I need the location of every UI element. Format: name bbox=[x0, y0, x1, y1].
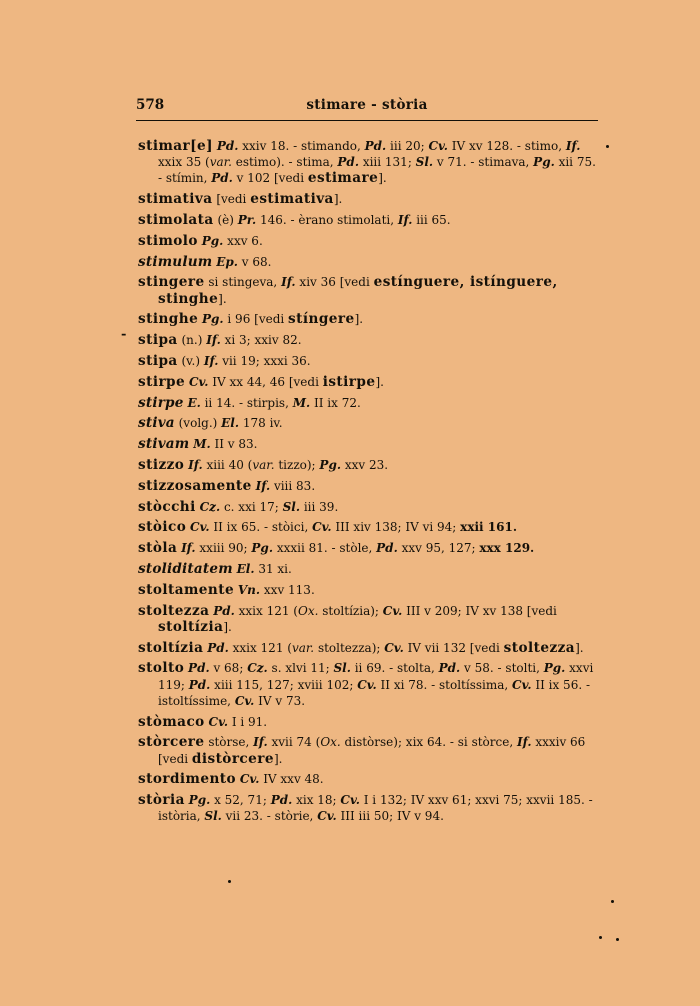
entry-text: xxv 6. bbox=[223, 233, 263, 248]
work-reference: Ep. bbox=[216, 254, 238, 269]
entry-text: xii 75. - stímin, bbox=[158, 155, 596, 186]
cross-reference: istirpe bbox=[322, 373, 376, 390]
entry-headword: stimulum bbox=[138, 253, 213, 270]
work-reference: Cv. bbox=[384, 640, 404, 655]
work-reference: Cv. bbox=[428, 139, 448, 153]
entry-text: ]. bbox=[575, 640, 584, 655]
dictionary-entry bbox=[138, 374, 600, 390]
entry-text: si stingeva, bbox=[204, 275, 282, 290]
dictionary-entry bbox=[138, 254, 600, 270]
entry-text: (n.) bbox=[177, 333, 207, 348]
entry-text: xiii 115, 127; xviii 102; bbox=[210, 677, 358, 692]
entry-headword: stimolata bbox=[138, 212, 214, 228]
entry-text: v 58. - stolti, bbox=[460, 661, 544, 676]
work-reference: El. bbox=[236, 561, 255, 576]
work-reference: Pd. bbox=[188, 661, 210, 676]
dictionary-entry bbox=[138, 714, 600, 730]
entry-text: var. bbox=[209, 155, 232, 170]
entry-text: I i 132; IV xxv 61; xxvi 75; xxvii 185. - istòria, bbox=[158, 793, 593, 824]
work-reference: Pd. bbox=[188, 677, 211, 692]
entry-text: xvii 74 ( bbox=[267, 735, 321, 750]
cross-reference: estínguere, istínguere, stinghe bbox=[158, 274, 558, 307]
entry-text: var. bbox=[252, 457, 275, 472]
entry-text: xxix 121 ( bbox=[234, 603, 298, 618]
entry-text: ]. bbox=[273, 751, 283, 766]
dictionary-entry bbox=[138, 395, 600, 411]
entry-text: III v 209; IV xv 138 [vedi bbox=[402, 603, 557, 618]
dictionary-entry bbox=[138, 353, 600, 369]
dictionary-entry bbox=[138, 332, 600, 348]
work-reference: Cv. bbox=[190, 520, 210, 535]
dictionary-entry bbox=[138, 561, 600, 577]
work-reference: Cv. bbox=[208, 714, 229, 729]
entry-text: ]. bbox=[375, 374, 384, 389]
entry-text: xxvi 119; bbox=[158, 661, 594, 692]
dictionary-entry bbox=[138, 603, 600, 635]
entry-text: stòrse, bbox=[204, 735, 254, 750]
page-header bbox=[136, 97, 598, 117]
dictionary-entry bbox=[138, 734, 600, 766]
work-reference: Pd. bbox=[213, 603, 235, 618]
dictionary-entry bbox=[138, 457, 600, 473]
work-reference: El. bbox=[221, 416, 240, 431]
entry-headword: stingere bbox=[138, 274, 205, 291]
work-reference: M. bbox=[193, 437, 211, 452]
work-reference: Cz. bbox=[199, 499, 221, 514]
work-reference: Pg. bbox=[319, 457, 342, 472]
cross-reference: stoltezza bbox=[503, 639, 576, 656]
work-reference: Cv. bbox=[188, 374, 209, 389]
work-reference: Pd. bbox=[364, 139, 387, 153]
cross-reference: distòrcere bbox=[191, 750, 274, 767]
entry-text: 146. - èrano stimolati, bbox=[256, 213, 398, 227]
work-reference: Pg. bbox=[251, 541, 273, 556]
work-reference: Pg. bbox=[533, 155, 555, 170]
entry-text: xxxii 81. - stòle, bbox=[273, 541, 377, 556]
work-reference: If. bbox=[203, 353, 219, 368]
entry-text: ]. bbox=[378, 171, 387, 186]
entry-text: iii 20; bbox=[386, 139, 429, 153]
dictionary-entry bbox=[138, 519, 600, 535]
dictionary-entry bbox=[138, 191, 600, 207]
entry-text: xxxiv 66 [vedi bbox=[158, 735, 586, 766]
entry-headword: stòico bbox=[138, 519, 187, 536]
work-reference: If. bbox=[255, 478, 271, 493]
entry-text: II ix 65. - stòici, bbox=[209, 520, 313, 535]
print-speck bbox=[228, 880, 231, 883]
work-reference: If. bbox=[281, 275, 296, 290]
entry-headword: stizzosamente bbox=[138, 477, 252, 494]
work-reference: Pd. bbox=[337, 155, 359, 170]
work-reference: If. bbox=[181, 541, 196, 556]
work-reference: Cv. bbox=[234, 693, 255, 708]
work-reference: Cv. bbox=[312, 520, 332, 535]
entry-text: I i 91. bbox=[228, 714, 268, 729]
entry-text: xxix 121 ( bbox=[228, 640, 292, 655]
entry-text: 31 xi. bbox=[254, 561, 292, 576]
entry-text: 178 iv. bbox=[239, 416, 283, 431]
header-rule bbox=[136, 120, 598, 121]
work-reference: Cv. bbox=[239, 772, 260, 787]
entry-headword: stirpe bbox=[138, 373, 186, 390]
entry-text: Ox. bbox=[297, 603, 319, 618]
entry-text: iii 39. bbox=[300, 499, 339, 514]
work-reference: If. bbox=[565, 139, 581, 153]
entry-text: IV vii 132 [vedi bbox=[403, 640, 504, 655]
entry-text: xxiii 90; bbox=[195, 541, 252, 556]
work-reference: If. bbox=[253, 735, 268, 750]
entry-text: III xiv 138; IV vi 94; bbox=[331, 520, 461, 535]
work-reference: Pr. bbox=[237, 213, 257, 227]
dictionary-entry bbox=[138, 233, 600, 249]
cross-reference: stoltízia bbox=[158, 618, 224, 635]
work-reference: Pd. bbox=[270, 793, 293, 808]
dictionary-entry bbox=[138, 311, 600, 327]
entry-text: var. bbox=[291, 640, 315, 655]
work-reference: If. bbox=[397, 213, 413, 227]
entry-text: xxii 161. bbox=[460, 520, 518, 535]
entry-text: ii 69. - stolta, bbox=[350, 661, 439, 676]
dictionary-entry bbox=[138, 582, 600, 598]
entry-headword: stizzo bbox=[138, 456, 185, 473]
entry-headword: stivam bbox=[138, 436, 190, 453]
print-speck bbox=[611, 900, 614, 903]
dictionary-entry bbox=[138, 212, 600, 228]
work-reference: E. bbox=[187, 395, 201, 410]
entry-text: stoltízia); bbox=[318, 603, 383, 618]
entry-text: (volg.) bbox=[174, 416, 222, 431]
running-head: stimare - stòria bbox=[306, 97, 428, 113]
entry-headword: stimar[e] bbox=[138, 138, 214, 154]
entry-text: II v 83. bbox=[210, 437, 258, 452]
entry-text: c. xxi 17; bbox=[220, 499, 283, 514]
print-speck bbox=[616, 938, 619, 941]
print-speck bbox=[606, 145, 609, 148]
work-reference: Pg. bbox=[202, 312, 224, 327]
entry-headword: stimolo bbox=[138, 232, 198, 249]
cross-reference: estimare bbox=[307, 170, 379, 187]
entry-text: v 68; bbox=[209, 661, 248, 676]
entry-text: IV xv 128. - stimo, bbox=[447, 139, 566, 153]
entry-text: xxv 95, 127; bbox=[397, 541, 480, 556]
entry-headword: stoliditatem bbox=[138, 560, 233, 577]
entry-text: s. xlvi 11; bbox=[267, 661, 334, 676]
entry-text: ]. bbox=[218, 291, 227, 306]
entry-text: (è) bbox=[213, 213, 238, 227]
entry-text: xxiv 18. - stimando, bbox=[238, 139, 365, 153]
entry-text: v 68. bbox=[237, 254, 272, 269]
work-reference: If. bbox=[516, 735, 532, 750]
entry-text: xxix 35 ( bbox=[158, 155, 210, 170]
entry-headword: stòria bbox=[138, 792, 185, 809]
work-reference: Cv. bbox=[340, 793, 360, 808]
work-reference: If. bbox=[206, 333, 221, 348]
cross-reference: stíngere bbox=[288, 311, 355, 328]
work-reference: M. bbox=[292, 395, 311, 410]
entry-text: IV xxv 48. bbox=[259, 772, 324, 787]
entry-list bbox=[138, 138, 600, 829]
entry-headword: stolto bbox=[138, 660, 185, 677]
entry-headword: stinghe bbox=[138, 311, 199, 328]
dictionary-entry bbox=[138, 640, 600, 656]
work-reference: Vn. bbox=[237, 582, 261, 597]
entry-text: [vedi bbox=[212, 192, 251, 207]
work-reference: Cv. bbox=[512, 677, 532, 692]
entry-text: ii 14. - stirpis, bbox=[200, 395, 293, 410]
entry-text: xiii 40 ( bbox=[202, 457, 253, 472]
entry-headword: stòla bbox=[138, 540, 178, 557]
entry-text: xix 18; bbox=[292, 793, 341, 808]
entry-text: ]. bbox=[333, 192, 343, 207]
work-reference: Sl. bbox=[204, 809, 222, 824]
entry-text: xxv 23. bbox=[341, 457, 389, 472]
entry-text: xi 3; xxiv 82. bbox=[220, 333, 302, 348]
entry-text: estimo). - stima, bbox=[231, 155, 338, 170]
entry-text: II ix 56. - istoltíssime, bbox=[158, 677, 591, 708]
work-reference: Sl. bbox=[282, 499, 301, 514]
entry-text: xxx 129. bbox=[479, 541, 535, 556]
entry-headword: stoltezza bbox=[138, 602, 210, 619]
work-reference: Pd. bbox=[438, 661, 461, 676]
work-reference: Pg. bbox=[188, 793, 211, 808]
entry-text: viii 83. bbox=[270, 478, 316, 493]
entry-text: vii 19; xxxi 36. bbox=[218, 353, 311, 368]
entry-text: ]. bbox=[223, 619, 232, 634]
print-speck bbox=[599, 936, 602, 939]
margin-mark: ‐ bbox=[121, 327, 127, 342]
entry-headword: stiva bbox=[138, 415, 175, 432]
entry-headword: stòmaco bbox=[138, 713, 205, 730]
work-reference: Pd. bbox=[376, 541, 398, 556]
entry-text: tizzo); bbox=[274, 457, 320, 472]
entry-text: xxv 113. bbox=[260, 582, 315, 597]
entry-text: IV xx 44, 46 [vedi bbox=[208, 374, 323, 389]
work-reference: Sl. bbox=[333, 661, 351, 676]
entry-text: vii 23. - stòrie, bbox=[221, 809, 318, 824]
entry-text: distòrse); xix 64. - si stòrce, bbox=[340, 735, 517, 750]
dictionary-entry bbox=[138, 478, 600, 494]
dictionary-entry bbox=[138, 499, 600, 515]
entry-headword: stipa bbox=[138, 352, 178, 369]
work-reference: Cz. bbox=[247, 661, 268, 676]
work-reference: Pd. bbox=[211, 171, 233, 186]
entry-text: Ox. bbox=[320, 735, 341, 750]
entry-text: IV v 73. bbox=[254, 693, 306, 708]
entry-text: ]. bbox=[354, 312, 364, 327]
entry-headword: stoltízia bbox=[138, 639, 204, 656]
entry-text: iii 65. bbox=[412, 213, 451, 227]
entry-text: v 102 [vedi bbox=[232, 171, 308, 186]
entry-text: II ix 72. bbox=[310, 395, 361, 410]
cross-reference: estimativa bbox=[250, 191, 334, 208]
entry-headword: stimativa bbox=[138, 191, 213, 208]
dictionary-entry bbox=[138, 540, 600, 556]
work-reference: Cv. bbox=[382, 603, 403, 618]
entry-headword: stipa bbox=[138, 332, 178, 349]
dictionary-entry bbox=[138, 436, 600, 452]
entry-text: v 71. - stimava, bbox=[433, 155, 534, 170]
page-number: 578 bbox=[136, 97, 165, 113]
entry-text: II xi 78. - stoltíssima, bbox=[376, 677, 513, 692]
entry-headword: stordimento bbox=[138, 771, 237, 788]
dictionary-entry bbox=[138, 792, 600, 824]
entry-text: i 96 [vedi bbox=[223, 312, 289, 327]
entry-headword: stirpe bbox=[138, 394, 184, 411]
work-reference: Pg. bbox=[201, 233, 224, 248]
work-reference: If. bbox=[188, 457, 203, 472]
work-reference: Pd. bbox=[207, 640, 229, 655]
dictionary-entry bbox=[138, 415, 600, 431]
work-reference: Cv. bbox=[317, 809, 337, 824]
work-reference: Cv. bbox=[357, 677, 377, 692]
dictionary-entry bbox=[138, 771, 600, 787]
work-reference: Pg. bbox=[543, 661, 566, 676]
work-reference: Pd. bbox=[216, 139, 239, 153]
entry-text: stoltezza); bbox=[314, 640, 385, 655]
entry-text: xiv 36 [vedi bbox=[295, 275, 374, 290]
entry-text: (v.) bbox=[177, 353, 204, 368]
dictionary-entry bbox=[138, 660, 600, 709]
entry-text: III iii 50; IV v 94. bbox=[336, 809, 444, 824]
entry-headword: stòcchi bbox=[138, 498, 196, 515]
entry-text: xiii 131; bbox=[359, 155, 416, 170]
work-reference: Sl. bbox=[415, 155, 434, 170]
dictionary-entry bbox=[138, 138, 600, 187]
dictionary-entry bbox=[138, 274, 600, 306]
entry-text: x 52, 71; bbox=[210, 793, 271, 808]
entry-headword: stoltamente bbox=[138, 581, 235, 598]
entry-headword: stòrcere bbox=[138, 734, 205, 751]
